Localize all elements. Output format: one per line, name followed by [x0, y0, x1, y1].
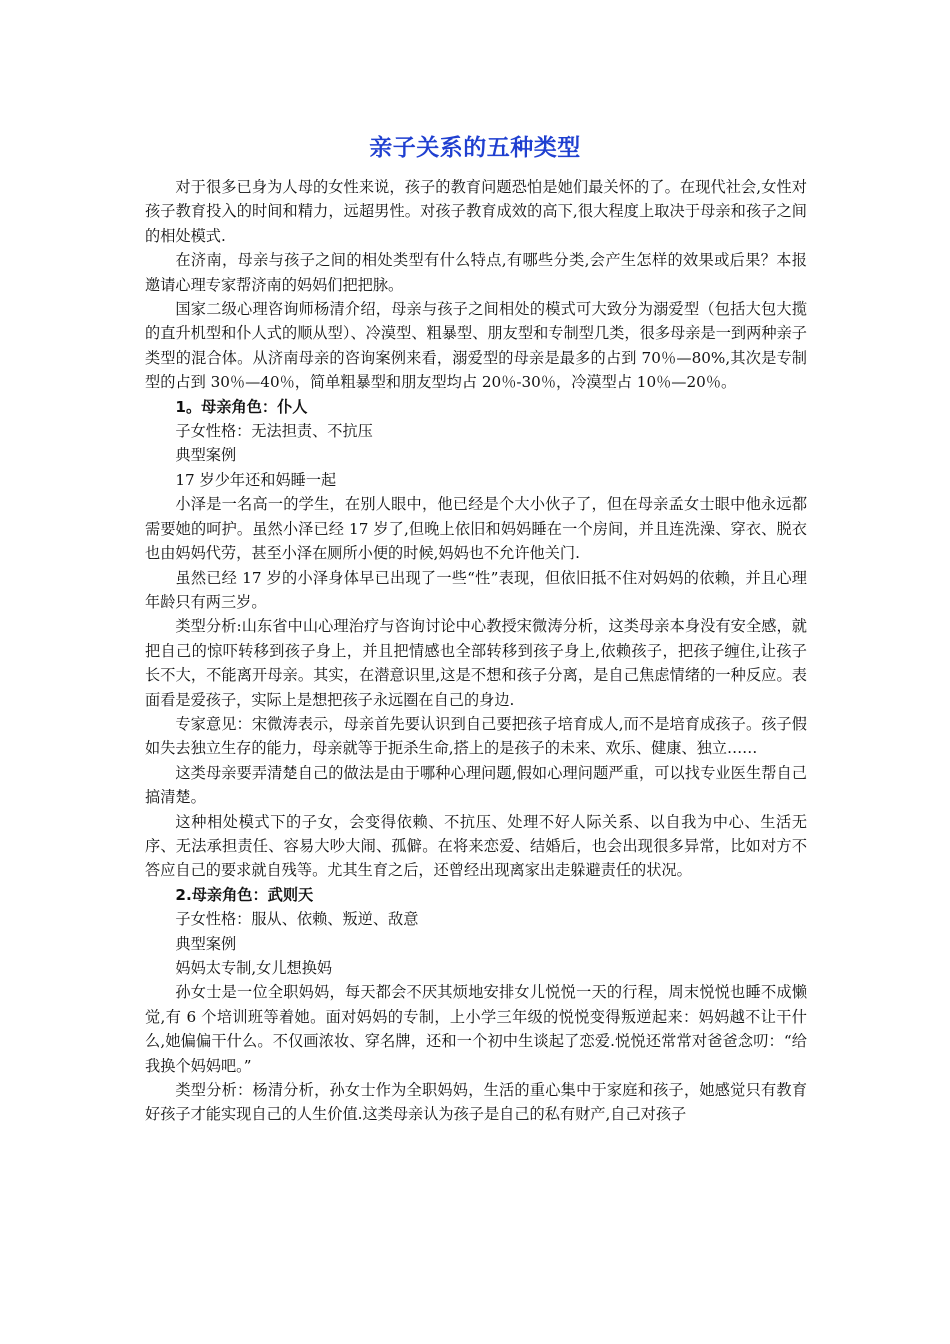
body-paragraph: 虽然已经 17 岁的小泽身体早已出现了一些“性”表现，但依旧抵不住对妈妈的依赖，并且心理年龄只有两三岁。: [145, 568, 807, 611]
body-paragraph: 孙女士是一位全职妈妈，每天都会不厌其烦地安排女儿悦悦一天的行程，周末悦悦也睡不成懒觉,有 6 个培训班等着她。面对妈妈的专制，上小学三年级的悦悦变得叛逆起来：妈妈越不让干什么,她偏偏干什么。不仅画浓妆、穿名牌，还和一个初中生谈起了恋爱.悦悦还常常对爸爸念叨：“给我换个妈妈吧。”: [145, 983, 807, 1075]
case-title: 17 岁少年还和妈睡一起: [175, 470, 337, 489]
body-paragraph: 专家意见：宋微涛表示，母亲首先要认识到自己要把孩子培育成人,而不是培育成孩子。孩子假如失去独立生存的能力，母亲就等于扼杀生命,搭上的是孩子的未来、欢乐、健康、独立……: [145, 714, 807, 758]
intro-paragraph: 在济南，母亲与孩子之间的相处类型有什么特点,有哪些分类,会产生怎样的效果或后果？本报邀请心理专家帮济南的妈妈们把把脉。: [145, 251, 807, 294]
intro-paragraph: 国家二级心理咨询师杨清介绍，母亲与孩子之间相处的模式可大致分为溺爱型（包括大包大揽的直升机型和仆人式的顺从型）、冷漠型、粗暴型、朋友型和专制型几类，很多母亲是一到两种亲子类型的混合体。从济南母亲的咨询案例来看，溺爱型的母亲是最多的占到 70％—80%,其次是专制型的占到 30％—40％，简单粗暴型和朋友型均占 20％-30％，冷漠型占 10％—20％。: [145, 300, 807, 392]
case-label: 典型案例: [175, 934, 237, 953]
section-heading: 1。母亲角色：仆人: [175, 397, 308, 416]
document-body: [145, 175, 807, 1127]
body-paragraph: 类型分析：杨清分析，孙女士作为全职妈妈，生活的重心集中于家庭和孩子，她感觉只有教育好孩子才能实现自己的人生价值.这类母亲认为孩子是自己的私有财产,自己对孩子: [145, 1081, 807, 1124]
body-paragraph: 这种相处模式下的子女，会变得依赖、不抗压、处理不好人际关系、以自我为中心、生活无序、无法承担责任、容易大吵大闹、孤僻。在将来恋爱、结婚后，也会出现很多异常，比如对方不答应自己的要求就自残等。尤其生育之后，还曾经出现离家出走躲避责任的状况。: [145, 812, 807, 880]
child-traits-line: 子女性格：服从、依赖、叛逆、敌意: [175, 910, 419, 929]
section-heading: 2.母亲角色：武则天: [175, 885, 314, 904]
intro-paragraph: 对于很多已身为人母的女性来说，孩子的教育问题恐怕是她们最关怀的了。在现代社会,女性对孩子教育投入的时间和精力，远超男性。对孩子教育成效的高下,很大程度上取决于母亲和孩子之间的相处模式.: [145, 178, 807, 245]
body-paragraph: 小泽是一名高一的学生，在别人眼中，他已经是个大小伙子了，但在母亲孟女士眼中他永远都需要她的呵护。虽然小泽已经 17 岁了,但晚上依旧和妈妈睡在一个房间，并且连洗澡、穿衣、脱衣也由妈妈代劳，甚至小泽在厕所小便的时候,妈妈也不允许他关门.: [145, 495, 807, 563]
document-title: 亲子关系的五种类型: [369, 135, 581, 161]
child-traits-line: 子女性格：无法担责、不抗压: [175, 422, 373, 441]
case-label: 典型案例: [175, 446, 237, 465]
case-title: 妈妈太专制,女儿想换妈: [175, 959, 333, 977]
body-paragraph: 这类母亲要弄清楚自己的做法是由于哪种心理问题,假如心理问题严重，可以找专业医生帮自己搞清楚。: [145, 763, 807, 807]
body-paragraph: 类型分析:山东省中山心理治疗与咨询讨论中心教授宋微涛分析，这类母亲本身没有安全感，就把自己的惊吓转移到孩子身上，并且把情感也全部转移到孩子身上,依赖孩子，把孩子缠住,让孩子长不大，不能离开母亲。其实，在潜意识里,这是不想和孩子分离，是自己焦虑情绪的一种反应。表面看是爱孩子，实际上是想把孩子永远圈在自己的身边.: [145, 617, 807, 709]
